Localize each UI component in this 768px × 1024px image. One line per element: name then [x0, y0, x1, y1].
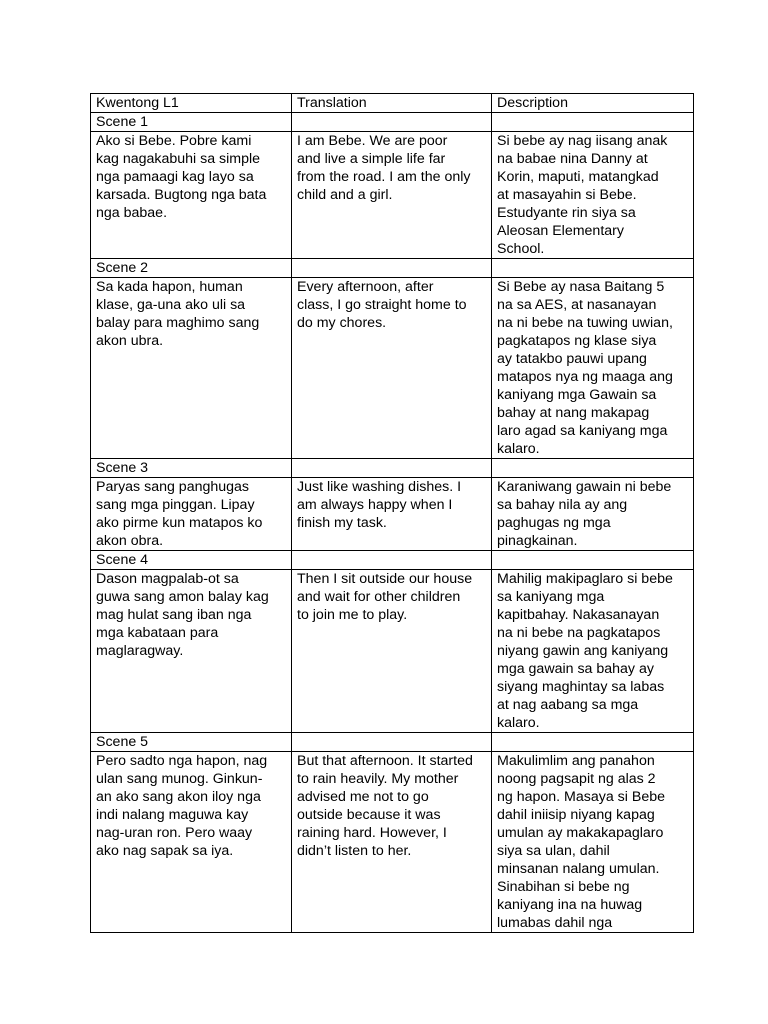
- l1-text-cell: Ako si Bebe. Pobre kami kag nagakabuhi sa simple nga pamaagi kag layo sa karsada. Bugtong nga bata nga babae.: [91, 132, 292, 259]
- header-translation: Translation: [292, 94, 492, 113]
- empty-cell: [292, 113, 492, 132]
- empty-cell: [292, 459, 492, 478]
- translation-text-cell: Just like washing dishes. I am always happy when I finish my task.: [292, 478, 492, 551]
- l1-text-cell: Pero sadto nga hapon, nag ulan sang munog. Ginkun- an ako sang akon iloy nga indi nalang maguwa kay nag-uran ron. Pero waay ako nag sapak sa iya.: [91, 752, 292, 933]
- scene-label: Scene 1: [91, 113, 292, 132]
- scene-4-content-row: [91, 570, 694, 733]
- l1-text-cell: Dason magpalab-ot sa guwa sang amon balay kag mag hulat sang iban nga mga kabataan para maglaragway.: [91, 570, 292, 733]
- empty-cell: [492, 551, 694, 570]
- scene-5-content-row: [91, 752, 694, 933]
- translation-text-cell: Then I sit outside our house and wait for other children to join me to play.: [292, 570, 492, 733]
- description-text-cell: Makulimlim ang panahon noong pagsapit ng alas 2 ng hapon. Masaya si Bebe dahil iniisip niyang kapag umulan ay makakapaglaro siya sa ulan, dahil minsanan nalang umulan. Sinabihan si bebe ng kaniyang ina na huwag lumabas dahil nga: [492, 752, 694, 933]
- scene-label: Scene 5: [91, 733, 292, 752]
- scene-4-label-row: [91, 551, 694, 570]
- l1-text-cell: Paryas sang panghugas sang mga pinggan. Lipay ako pirme kun matapos ko akon obra.: [91, 478, 292, 551]
- scene-3-label-row: [91, 459, 694, 478]
- story-table: [90, 93, 694, 933]
- description-text-cell: Si bebe ay nag iisang anak na babae nina Danny at Korin, maputi, matangkad at masayahin si Bebe. Estudyante rin siya sa Aleosan Elementary School.: [492, 132, 694, 259]
- scene-label: Scene 2: [91, 259, 292, 278]
- scene-1-content-row: [91, 132, 694, 259]
- translation-text-cell: But that afternoon. It started to rain heavily. My mother advised me not to go outside because it was raining hard. However, I didn’t listen to her.: [292, 752, 492, 933]
- scene-3-content-row: [91, 478, 694, 551]
- scene-1-label-row: [91, 113, 694, 132]
- scene-2-label-row: [91, 259, 694, 278]
- header-kwentong-l1: Kwentong L1: [91, 94, 292, 113]
- empty-cell: [292, 733, 492, 752]
- empty-cell: [492, 733, 694, 752]
- l1-text-cell: Sa kada hapon, human klase, ga-una ako uli sa balay para maghimo sang akon ubra.: [91, 278, 292, 459]
- empty-cell: [492, 113, 694, 132]
- empty-cell: [292, 259, 492, 278]
- translation-text-cell: Every afternoon, after class, I go straight home to do my chores.: [292, 278, 492, 459]
- scene-2-content-row: [91, 278, 694, 459]
- translation-text-cell: I am Bebe. We are poor and live a simple life far from the road. I am the only child and a girl.: [292, 132, 492, 259]
- header-description: Description: [492, 94, 694, 113]
- scene-label: Scene 3: [91, 459, 292, 478]
- header-row: [91, 94, 694, 113]
- empty-cell: [492, 459, 694, 478]
- scene-5-label-row: [91, 733, 694, 752]
- scene-label: Scene 4: [91, 551, 292, 570]
- description-text-cell: Mahilig makipaglaro si bebe sa kaniyang mga kapitbahay. Nakasanayan na ni bebe na pagkatapos niyang gawin ang kaniyang mga gawain sa bahay ay siyang maghintay sa labas at nag aabang sa mga kalaro.: [492, 570, 694, 733]
- empty-cell: [292, 551, 492, 570]
- description-text-cell: Si Bebe ay nasa Baitang 5 na sa AES, at nasanayan na ni bebe na tuwing uwian, pagkatapos ng klase siya ay tatakbo pauwi upang matapos nya ng maaga ang kaniyang mga Gawain sa bahay at nang makapag laro agad sa kaniyang mga kalaro.: [492, 278, 694, 459]
- description-text-cell: Karaniwang gawain ni bebe sa bahay nila ay ang paghugas ng mga pinagkainan.: [492, 478, 694, 551]
- empty-cell: [492, 259, 694, 278]
